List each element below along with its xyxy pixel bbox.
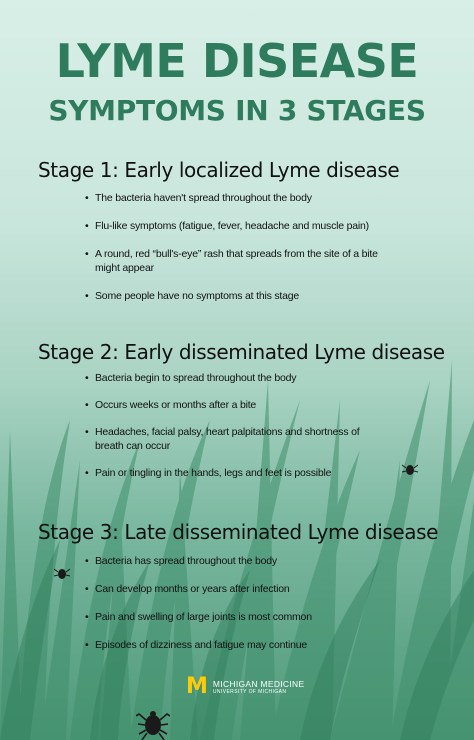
list-item: • Can develop months or years after infection (85, 582, 425, 596)
tick-icon (54, 566, 70, 582)
stage-1-heading: Stage 1: Early localized Lyme disease (38, 158, 400, 182)
block-m-icon: M (186, 674, 207, 699)
stage-1-list (85, 191, 425, 303)
list-item: • Episodes of dizziness and fatigue may continue (85, 638, 425, 652)
list-item: • Flu-like symptoms (fatigue, fever, headache and muscle pain) (85, 219, 425, 233)
stage-3-list (85, 554, 425, 652)
michigan-medicine-logo (186, 676, 304, 698)
tick-icon (136, 706, 170, 740)
list-item: • Some people have no symptoms at this stage (85, 289, 425, 303)
list-item: • Bacteria begin to spread throughout the body (85, 371, 425, 385)
list-item: • Bacteria has spread throughout the body (85, 554, 425, 568)
stage-2-list (85, 371, 425, 480)
logo-line-2: UNIVERSITY OF MICHIGAN (212, 689, 287, 695)
list-item: • A round, red “bull's-eye” rash that spreads from the site of a bite might appear (85, 247, 385, 275)
logo-line-1: MICHIGAN MEDICINE (212, 679, 305, 689)
list-item: • Occurs weeks or months after a bite (85, 398, 425, 412)
stage-3-heading: Stage 3: Late disseminated Lyme disease (38, 520, 439, 544)
stage-2-heading: Stage 2: Early disseminated Lyme disease (38, 340, 445, 364)
list-item: • Headaches, facial palsy, heart palpitations and shortness of breath can occur (85, 425, 385, 453)
poster-subtitle: SYMPTOMS IN 3 STAGES (48, 94, 426, 127)
poster-title: LYME DISEASE (55, 34, 419, 88)
list-item: • The bacteria haven't spread throughout the body (85, 191, 425, 205)
list-item: • Pain and swelling of large joints is most common (85, 610, 425, 624)
list-item: • Pain or tingling in the hands, legs and feet is possible (85, 466, 425, 480)
